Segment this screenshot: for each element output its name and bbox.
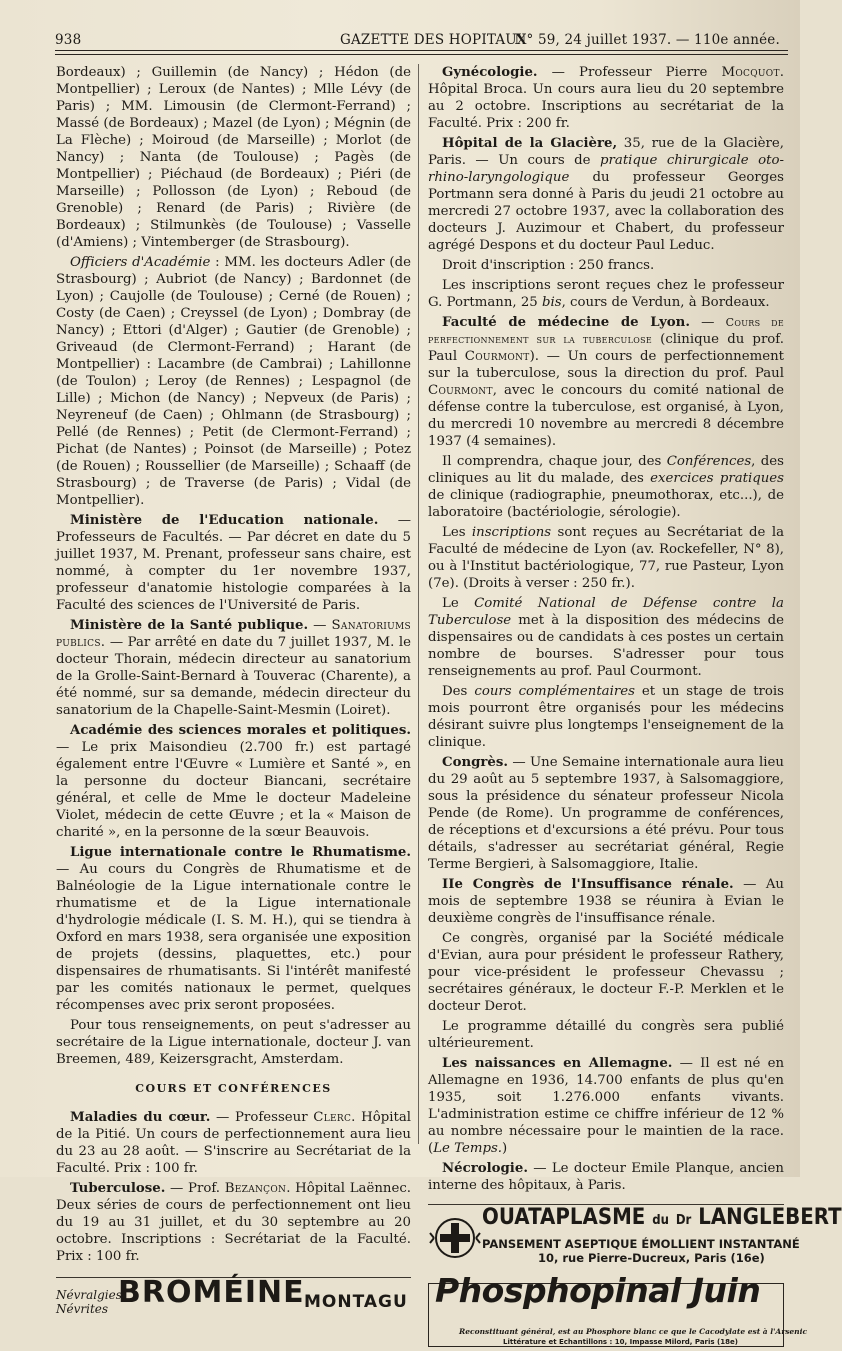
- left-column: [56, 64, 411, 1326]
- page-header: [55, 30, 786, 52]
- paragraph-maladies-coeur: Maladies du cœur. — Professeur Clerc. Hôpital de la Pitié. Un cours de perfectionnement aura lieu du 23 au 28 août. — S'inscrire au Secrétariat de la Faculté. Prix : 100 fr.: [56, 1110, 411, 1176]
- paragraph-glaciere-inscriptions: Les inscriptions seront reçues chez le professeur G. Portmann, 25 bis, cours de Verdun, à Bordeaux.: [428, 278, 784, 310]
- paragraph-glaciere-droit: Droit d'inscription : 250 francs.: [442, 258, 655, 273]
- ad-phos-subtitle: Reconstituant général, est au Phosphore blanc ce que le Cacodylate est à l'Arsenic: [459, 1327, 808, 1336]
- ad-ouataplasme: [428, 1204, 842, 1269]
- paragraph-tuberculose: Tuberculose. — Prof. Bezançon. Hôpital Laënnec. Deux séries de cours de perfectionnement ont lieu du 19 au 31 juillet, et du 30 septembre au 20 octobre. Inscriptions : Secrétariat de la Faculté. Prix : 100 fr.: [56, 1181, 411, 1264]
- paragraph-officiers: Officiers d'Académie : MM. les docteurs Adler (de Strasbourg) ; Aubriot (de Nancy) ; Bardonnet (de Lyon) ; Caujolle (de Toulouse) ; Cerné (de Rouen) ; Costy (de Caen) ; Creyssel (de Lyon) ; Dombray (de Nancy) ; Ettori (d'Alger) ; Gautier (de Grenoble) ; Griveaud (de Clermont-Ferrand) ; Harant (de Montpellier) : Lacambre (de Cambrai) ; Lahillonne (de Toulon) ; Leroy (de Rennes) ; Lespagnol (de Lille) ; Michon (de Nancy) ; Nepveux (de Paris) ; Neyreneuf (de Caen) ; Ohlmann (de Strasbourg) ; Pellé (de Rennes) ; Petit (de Clermont-Ferrand) ; Pichat (de Nantes) ; Poinsot (de Marseille) ; Potez (de Rouen) ; Roussellier (de Marseille) ; Schaaff (de Strasbourg) ; de Traverse (de Paris) ; Vidal (de Montpellier).: [56, 255, 411, 508]
- header-rule-thin: [55, 54, 788, 55]
- ad-phos-literature: Littérature et Echantillons : 10, Impasse Milord, Paris (18e): [503, 1338, 738, 1346]
- paragraph-lyon-inscriptions: Les inscriptions sont reçues au Secrétariat de la Faculté de médecine de Lyon (av. Rockefeller, N° 8), ou à l'Institut bactériologique, 77, rue Pasteur, Lyon (7e). (Droits à verser : 250 fr.).: [428, 525, 784, 591]
- paragraph-congres-renal-programme: Le programme détaillé du congrès sera publié ultérieurement.: [428, 1019, 784, 1051]
- ad-bromeine: [56, 1275, 411, 1326]
- section-title: COURS ET CONFÉRENCES: [135, 1082, 332, 1095]
- right-column: [428, 64, 842, 1347]
- paragraph-congres-renal-organisation: Ce congrès, organisé par la Société médicale d'Evian, aura pour président le professeur Rathery, pour vice-président le professeur Chevassu ; secrétaires généraux, le docteur F.-P. Merklen et le docteur Derot.: [428, 931, 784, 1014]
- journal-title: GAZETTE DES HOPITAUX: [340, 32, 527, 48]
- paragraph-ligue: Ligue internationale contre le Rhumatisme. — Au cours du Congrès de Rhumatisme et de Balnéologie de la Ligue internationale contre le rhumatisme et de la Ligue internationale d'hydrologie médicale (I. S. M. H.), qui se tiendra à Oxford en mars 1938, sera organisée une exposition de projets (dessins, plaquettes, etc.) pour dispensaires de rhumatisants. Si l'intérêt manifesté par les comités nationaux le permet, quelques récompenses avec prix seront proposées.: [56, 845, 411, 1013]
- paragraph-lyon: Faculté de médecine de Lyon. — Cours de perfectionnement sur la tuberculose (clinique du prof. Paul Courmont). — Un cours de perfectionnement sur la tuberculose, sous la direction du prof. Paul Courmont, avec le concours du comité national de défense contre la tuberculose, est organisé, à Lyon, du mercredi 10 novembre au mercredi 8 décembre 1937 (4 semaines).: [428, 315, 784, 449]
- paragraph-lyon-comite: Le Comité National de Défense contre la Tuberculose met à la disposition des médecins de dispensaires ou de candidats à ces postes un certain nombre de bourses. S'adresser pour tous renseignements au prof. Paul Courmont.: [428, 596, 784, 679]
- issue-info: N° 59, 24 juillet 1937. — 110e année.: [514, 32, 780, 48]
- paragraph-ministere-education: Ministère de l'Education nationale. — Professeurs de Facultés. — Par décret en date du 5 juillet 1937, M. Prenant, professeur sans chaire, est nommé, à compter du 1er novembre 1937, professeur d'anatomie histologie comparées à la Faculté des sciences de l'Université de Paris.: [56, 513, 412, 613]
- ad-bromeine-indications: Névralgies Névrites: [56, 1288, 122, 1316]
- paragraph-gynecologie: Gynécologie. — Professeur Pierre Mocquot. Hôpital Broca. Un cours aura lieu du 20 septembre au 2 octobre. Inscriptions au secrétariat de la Faculté. Prix : 200 fr.: [428, 65, 784, 131]
- ad-phos-brand: Phosphopinal Juin: [435, 1271, 761, 1310]
- paragraph-necrologie: Nécrologie. — Le docteur Emile Planque, ancien interne des hôpitaux, à Paris.: [428, 1161, 784, 1193]
- paragraph-lyon-programme: Il comprendra, chaque jour, des Conférences, des cliniques au lit du malade, des exercices pratiques de clinique (radiographie, pneumothorax, etc...), de laboratoire (bactériologie, sérologie).: [428, 454, 784, 520]
- paragraph-lyon-complementaires: Des cours complémentaires et un stage de trois mois pourront être organisés pour les médecins désirant suivre plus longtemps l'enseignement de la clinique.: [428, 684, 784, 750]
- page-number: 938: [55, 32, 82, 48]
- paragraph-congres: Congrès. — Une Semaine internationale aura lieu du 29 août au 5 septembre 1937, à Salsomaggiore, sous la présidence du sénateur professeur Nicola Pende (de Rome). Un programme de conférences, de réceptions et d'excursions a été prévu. Pour tous détails, s'adresser au secrétariat général, Regie Terme Bergieri, à Salsomaggiore, Italie.: [428, 755, 784, 872]
- paragraph-ministere-sante: Ministère de la Santé publique. — Sanatoriums publics. — Par arrêté en date du 7 juillet 1937, M. le docteur Thorain, médecin directeur au sanatorium de la Grolle-Saint-Bernard à Touverac (Charente), a été nommé, sur sa demande, médecin directeur du sanatorium de la Chapelle-Saint-Mesmin (Loiret).: [56, 618, 411, 718]
- paragraph-congres-renal: IIe Congrès de l'Insuffisance rénale. — Au mois de septembre 1938 se réunira à Evian le deuxième congrès de l'insuffisance rénale.: [428, 877, 784, 926]
- paragraph-academie: Académie des sciences morales et politiques. — Le prix Maisondieu (2.700 fr.) est partagé également entre l'Œuvre « Lumière et Santé », en la personne du docteur Biancani, secrétaire général, et celle de Mme le docteur Madeleine Violet, médecin de cette Œuvre ; et la « Maison de charité », en la personne de la sœur Beauvois.: [56, 723, 411, 840]
- paragraph-glaciere: Hôpital de la Glacière, 35, rue de la Glacière, Paris. — Un cours de pratique chirurgicale oto-rhino-laryngologique du professeur Georges Portmann sera donné à Paris du jeudi 21 octobre au mercredi 27 octobre 1937, avec la collaboration des docteurs J. Auzimour et Chabert, du professeur agrégé Despons et du docteur Paul Leduc.: [428, 136, 784, 253]
- ad-phosphopinal: [428, 1271, 808, 1347]
- ad-bromeine-maker: MONTAGU: [304, 1292, 408, 1312]
- header-rule: [55, 50, 788, 51]
- ad-ouata-brand: OUATAPLASME du Dr LANGLEBERT: [482, 1205, 842, 1230]
- paragraph-naissances: Les naissances en Allemagne. — Il est né en Allemagne en 1936, 14.700 enfants de plus qu'en 1935, soit 1.276.000 enfants vivants. L'administration estime ce chiffre inférieur de 12 % au nombre nécessaire pour le maintien de la race. (Le Temps.): [428, 1056, 785, 1156]
- column-divider: [418, 64, 419, 1144]
- paragraph-nominations-continued: Bordeaux) ; Guillemin (de Nancy) ; Hédon (de Montpellier) ; Leroux (de Nantes) ; Mlle Lévy (de Paris) ; MM. Limousin (de Clermont-Ferrand) ; Massé (de Bordeaux) ; Mazel (de Lyon) ; Mégnin (de La Flèche) ; Moiroud (de Marseille) ; Morlot (de Nancy) ; Nanta (de Toulouse) ; Pagès (de Montpellier) ; Piéchaud (de Bordeaux) ; Piéri (de Marseille) ; Pollosson (de Lyon) ; Reboud (de Grenoble) ; Renard (de Paris) ; Rivière (de Bordeaux) ; Stilmunkès (de Toulouse) ; Vasselle (d'Amiens) ; Vintemberger (de Strasbourg).: [56, 65, 411, 250]
- ad-bromeine-brand: BROMÉINE: [118, 1275, 305, 1310]
- ad-ouata-address: 10, rue Pierre-Ducreux, Paris (16e): [538, 1251, 765, 1265]
- cross-emblem-icon: [430, 1215, 480, 1261]
- paragraph-ligue-contact: Pour tous renseignements, on peut s'adresser au secrétaire de la Ligue internationale, docteur J. van Breemen, 489, Keizersgracht, Amsterdam.: [56, 1018, 411, 1067]
- ad-ouata-tagline: PANSEMENT ASEPTIQUE ÉMOLLIENT INSTANTANÉ: [482, 1237, 800, 1251]
